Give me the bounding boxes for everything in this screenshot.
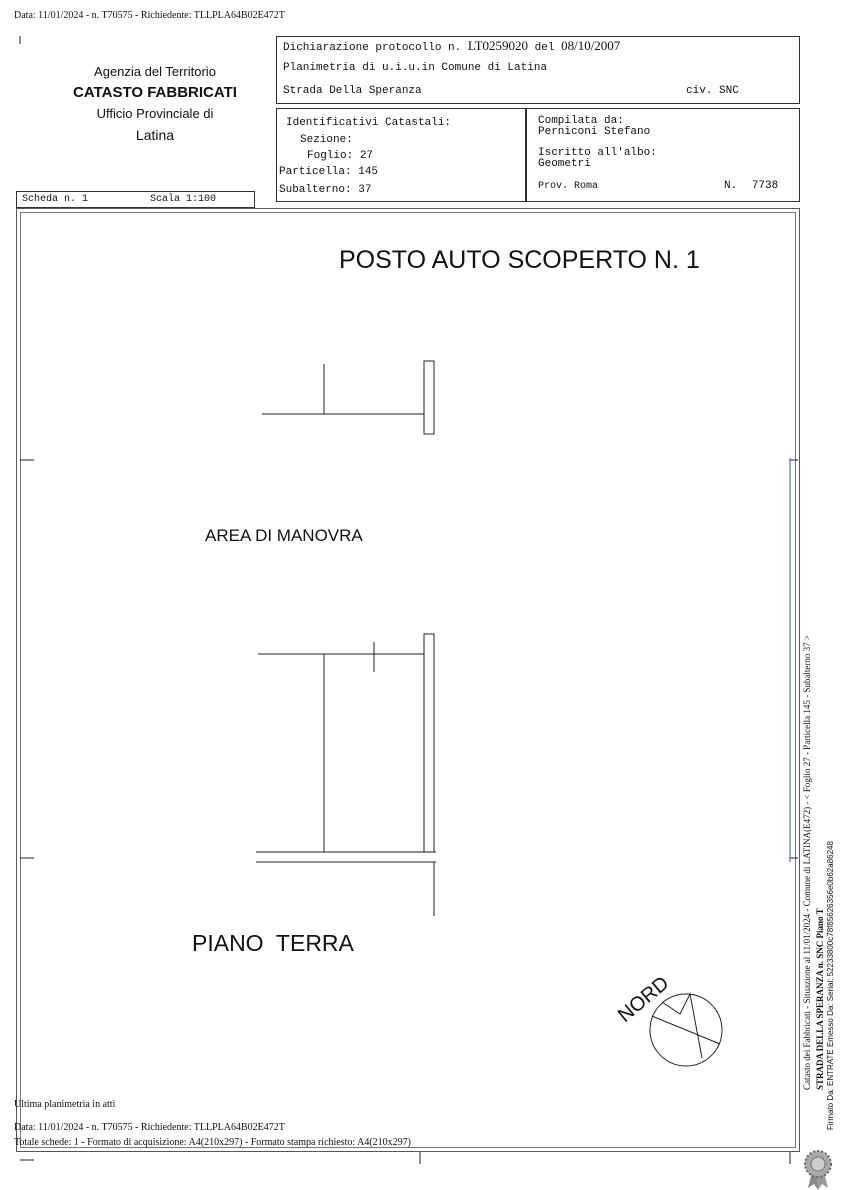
compilata-name: Perniconi Stefano	[538, 126, 651, 138]
compilata-label: Compilata da:	[538, 115, 624, 127]
agency-name: Agenzia del Territorio	[94, 64, 216, 79]
protocol-date: 08/10/2007	[561, 38, 621, 53]
subalterno-label: Subalterno:	[279, 184, 352, 196]
albo-value: Geometri	[538, 158, 591, 170]
subalterno-value: 37	[358, 184, 372, 196]
scheda-label: Scheda n. 1	[22, 194, 89, 205]
albo-number	[724, 180, 778, 192]
drawing-title: POSTO AUTO SCOPERTO N. 1	[339, 246, 700, 274]
planimetria-line: Planimetria di u.i.u.in Comune di Latina	[283, 62, 548, 74]
footer-totale-line: Totale schede: 1 - Formato di acquisizione: A4(210x297) - Formato stampa richiesto: A4(210x297)	[14, 1137, 411, 1148]
iscritto-label: Iscritto all'albo:	[538, 147, 657, 159]
footer-ultima: Ultima planimetria in atti	[14, 1099, 116, 1110]
floor-label: PIANO TERRA	[192, 930, 354, 956]
foglio-value: 27	[359, 150, 374, 162]
subalterno-row	[279, 184, 371, 196]
address-line: Strada Della Speranza	[283, 85, 422, 97]
protocol-del: del	[534, 42, 555, 54]
footer-data-line: Data: 11/01/2024 - n. T70575 - Richiedente: TLLPLA64B02E472T	[14, 1122, 285, 1133]
albo-number-label: N.	[724, 180, 738, 192]
sezione-label: Sezione:	[300, 134, 353, 146]
protocol-label: Dichiarazione protocollo n.	[283, 42, 462, 54]
prov-label: Prov. Roma	[538, 181, 599, 192]
agency-block	[30, 62, 280, 146]
foglio-row	[307, 150, 373, 162]
side-text-address: STRADA DELLA SPERANZA n. SNC Piano T	[815, 908, 825, 1090]
area-label: AREA DI MANOVRA	[205, 526, 363, 545]
side-text-firmato: Firmato Da: ENTRATE Emesso Da: Serial: 52233800c78f85626356e0b62a86248	[826, 841, 835, 1130]
scala-label: Scala 1:100	[150, 194, 217, 205]
city-label: Latina	[135, 127, 175, 143]
drawing-frame-inner	[20, 212, 796, 1148]
sezione-row	[300, 134, 353, 146]
particella-row	[279, 166, 378, 178]
header-line: Data: 11/01/2024 - n. T70575 - Richiedente: TLLPLA64B02E472T	[14, 10, 285, 21]
side-text-situazione: Catasto dei Fabbricati - Situazione al 11/01/2024 - Comune di LATINA(E472) - < Foglio 27 - Particella 145 - Subalterno 37 >	[802, 635, 812, 1090]
identificativi-title: Identificativi Catastali:	[286, 117, 452, 129]
protocol-number: LT0259020	[467, 38, 529, 53]
civ-label: civ. SNC	[686, 85, 739, 97]
catasto-title: CATASTO FABBRICATI	[73, 84, 237, 101]
foglio-label: Foglio:	[307, 150, 354, 162]
albo-number-value: 7738	[751, 180, 779, 192]
particella-label: Particella:	[279, 166, 352, 178]
north-label: NORD	[614, 972, 674, 1027]
ufficio-label: Ufficio Provinciale di	[96, 106, 214, 121]
particella-value: 145	[358, 166, 379, 178]
protocol-line	[283, 38, 620, 54]
